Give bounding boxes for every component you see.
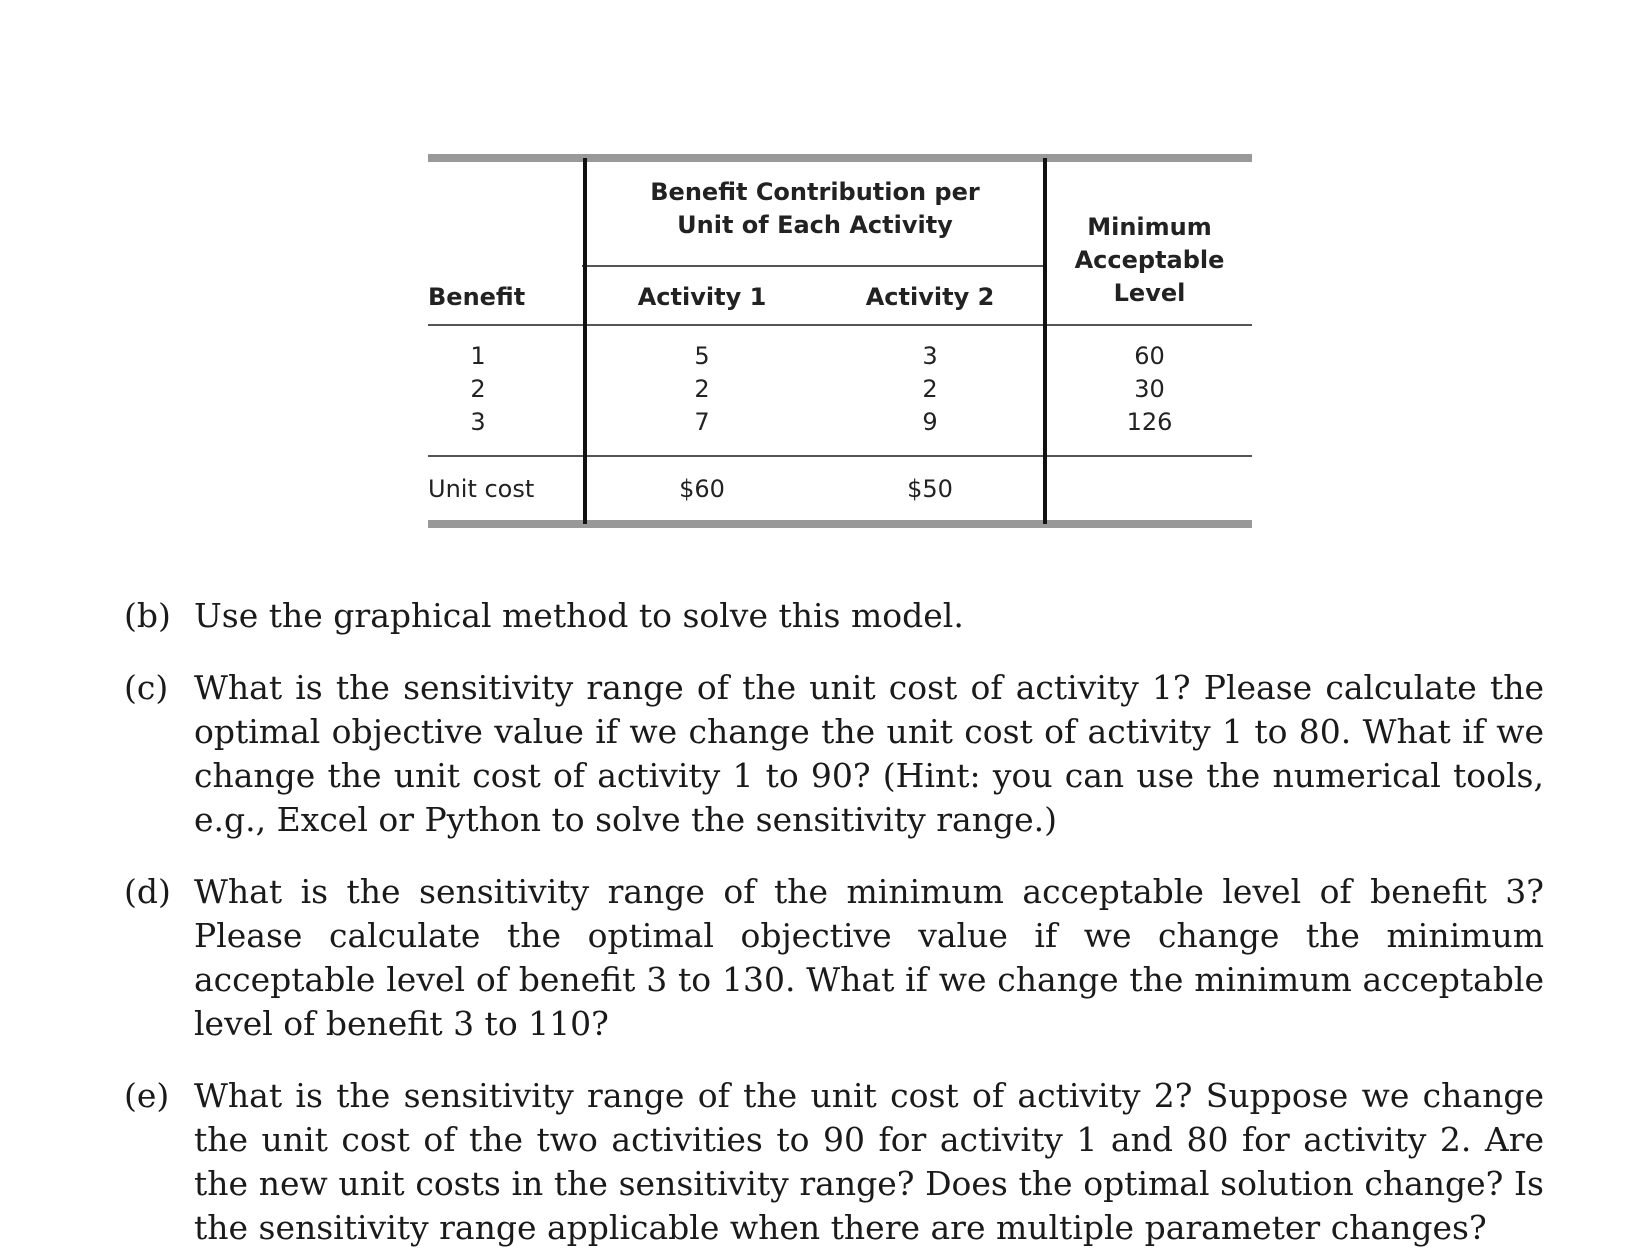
benefit-table: [428, 154, 1252, 528]
cell-activity-2: 9: [922, 408, 938, 436]
cost-activity-1: $60: [679, 475, 725, 503]
cost-activity-2: $50: [907, 475, 953, 503]
cell-benefit: 2: [470, 375, 486, 403]
header-min-level-line-1: Minimum: [1087, 213, 1212, 241]
cell-activity-1: 2: [694, 375, 710, 403]
header-min-level-line-2: Acceptable: [1074, 246, 1225, 274]
question-label: (d): [124, 872, 171, 911]
group-header-line-2: Unit of Each Activity: [677, 211, 953, 239]
header-min-level: [1047, 211, 1252, 310]
cell-benefit: 1: [470, 342, 486, 370]
header-benefit: Benefit: [428, 283, 526, 311]
data-rule: [428, 455, 1252, 457]
cell-min-level: 126: [1126, 408, 1173, 436]
table-top-rule: [428, 154, 1252, 162]
question-label: (c): [124, 668, 169, 707]
group-header-line-1: Benefit Contribution per: [650, 178, 980, 206]
question-b: [124, 594, 1544, 638]
cell-activity-1: 7: [694, 408, 710, 436]
question-text: What is the sensitivity range of the unit cost of activity 2? Suppose we change the unit cost of the two activities to 90 for activity 1 and 80 for activity 2. Are the new unit costs in the sensitivity range? Does the optimal solution change? Is the sensitivity range applicable when there are multiple parameter changes?: [194, 1076, 1544, 1247]
cell-min-level: 30: [1134, 375, 1165, 403]
cell-benefit: 3: [470, 408, 486, 436]
question-label: (b): [124, 596, 171, 635]
header-activity-2: Activity 2: [865, 283, 995, 311]
question-text: What is the sensitivity range of the unit cost of activity 1? Please calculate the optimal objective value if we change the unit cost of activity 1 to 80. What if we change the unit cost of activity 1 to 90? (Hint: you can use the numerical tools, e.g., Excel or Python to solve the sensitivity range.): [194, 668, 1544, 839]
question-e: [124, 1074, 1544, 1250]
question-text: What is the sensitivity range of the minimum acceptable level of benefit 3? Please calculate the optimal objective value if we change the minimum acceptable level of benefit 3 to 130. What if we change the minimum acceptable level of benefit 3 to 110?: [194, 872, 1544, 1043]
table-bottom-rule: [428, 520, 1252, 528]
cost-row-label: Unit cost: [428, 475, 535, 503]
cell-activity-2: 2: [922, 375, 938, 403]
question-d: [124, 870, 1544, 1046]
cell-min-level: 60: [1134, 342, 1165, 370]
group-header: [587, 176, 1043, 242]
cell-activity-2: 3: [922, 342, 938, 370]
header-rule: [428, 324, 1252, 326]
question-label: (e): [124, 1076, 170, 1115]
cell-activity-1: 5: [694, 342, 710, 370]
question-text: Use the graphical method to solve this model.: [194, 596, 964, 635]
header-min-level-line-3: Level: [1113, 279, 1186, 307]
header-activity-1: Activity 1: [637, 283, 767, 311]
group-header-rule: [582, 265, 1044, 267]
question-list: [124, 594, 1544, 1250]
question-c: [124, 666, 1544, 842]
